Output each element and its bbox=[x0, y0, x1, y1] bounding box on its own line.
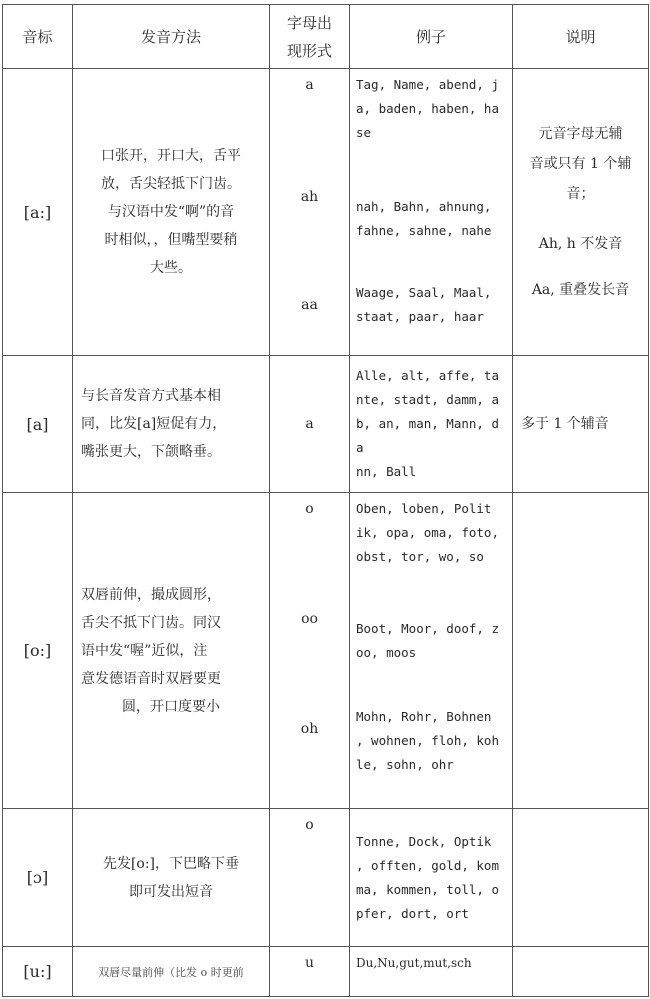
letter-form: oh bbox=[300, 721, 319, 737]
header-form: 字母出 现形式 bbox=[270, 5, 350, 69]
header-symbol: 音标 bbox=[3, 5, 73, 69]
phonetics-table bbox=[2, 4, 649, 997]
phonetic-symbol: [a:] bbox=[3, 69, 73, 356]
header-method: 发音方法 bbox=[73, 5, 270, 69]
example-group: Boot, Moor, doof, z oo, moos bbox=[356, 621, 499, 660]
letter-form: oo bbox=[301, 611, 318, 627]
examples bbox=[350, 493, 513, 809]
example-group: Waage, Saal, Maal, staat, paar, haar bbox=[356, 285, 492, 324]
letter-form: o bbox=[305, 817, 314, 833]
table-row bbox=[3, 493, 649, 809]
example-group: nah, Bahn, ahnung, fahne, sahne, nahe bbox=[356, 199, 492, 238]
letter-form: aa bbox=[301, 297, 318, 313]
phonetic-symbol: [o:] bbox=[3, 493, 73, 809]
phonetic-symbol: [ɔ] bbox=[3, 809, 73, 947]
pronunciation-method: 双唇前伸，撮成圆形， 舌尖不抵下门齿。同汉 语中发“喔”近似，注 意发德语音时双唇要更 圆，开口度要小 bbox=[73, 493, 270, 809]
example-group: Tag, Name, abend, j a, baden, haben, ha se bbox=[356, 77, 499, 140]
pronunciation-method: 双唇尽量前伸（比发 o 时更前 bbox=[73, 947, 270, 997]
letter-form: a bbox=[305, 77, 314, 93]
examples: Alle, alt, affe, ta nte, stadt, damm, a b, an, man, Mann, da nn, Ball bbox=[350, 356, 513, 493]
example-group: Oben, loben, Polit ik, opa, oma, foto, obst, tor, wo, so bbox=[356, 501, 499, 564]
pronunciation-method: 先发[o:]，下巴略下垂 即可发出短音 bbox=[73, 809, 270, 947]
notes: 元音字母无辅 音或只有 1 个辅 音； Ah, h 不发音 Aa, 重叠发长音 bbox=[513, 69, 649, 356]
pronunciation-method: 与长音发音方式基本相 同，比发[a]短促有力， 嘴张更大，下颌略垂。 bbox=[73, 356, 270, 493]
letter-forms bbox=[270, 809, 350, 947]
notes bbox=[513, 493, 649, 809]
letter-form: a bbox=[270, 356, 350, 493]
examples bbox=[350, 69, 513, 356]
table-row bbox=[3, 69, 649, 356]
table-row bbox=[3, 809, 649, 947]
table-row bbox=[3, 356, 649, 493]
letter-form: ah bbox=[300, 189, 319, 205]
notes: 多于 1 个辅音 bbox=[513, 356, 649, 493]
letter-forms bbox=[270, 493, 350, 809]
phonetic-symbol: [a] bbox=[3, 356, 73, 493]
header-row bbox=[3, 5, 649, 69]
letter-form: o bbox=[305, 501, 314, 517]
notes bbox=[513, 809, 649, 947]
examples: Tonne, Dock, Optik , offten, gold, kom ma, kommen, toll, o pfer, dort, ort bbox=[350, 809, 513, 947]
letter-forms bbox=[270, 947, 350, 997]
example-group: Mohn, Rohr, Bohnen , wohnen, floh, koh le, sohn, ohr bbox=[356, 709, 499, 772]
notes bbox=[513, 947, 649, 997]
examples: Du,Nu,gut,mut,sch bbox=[350, 947, 513, 997]
phonetic-symbol: [u:] bbox=[3, 947, 73, 997]
letter-forms bbox=[270, 69, 350, 356]
header-notes: 说明 bbox=[513, 5, 649, 69]
letter-form: u bbox=[304, 955, 315, 971]
table-row bbox=[3, 947, 649, 997]
pronunciation-method: 口张开，开口大，舌平 放，舌尖轻抵下门齿。 与汉语中发“啊”的音 时相似，，但嘴型要稍 大些。 bbox=[73, 69, 270, 356]
header-examples: 例子 bbox=[350, 5, 513, 69]
